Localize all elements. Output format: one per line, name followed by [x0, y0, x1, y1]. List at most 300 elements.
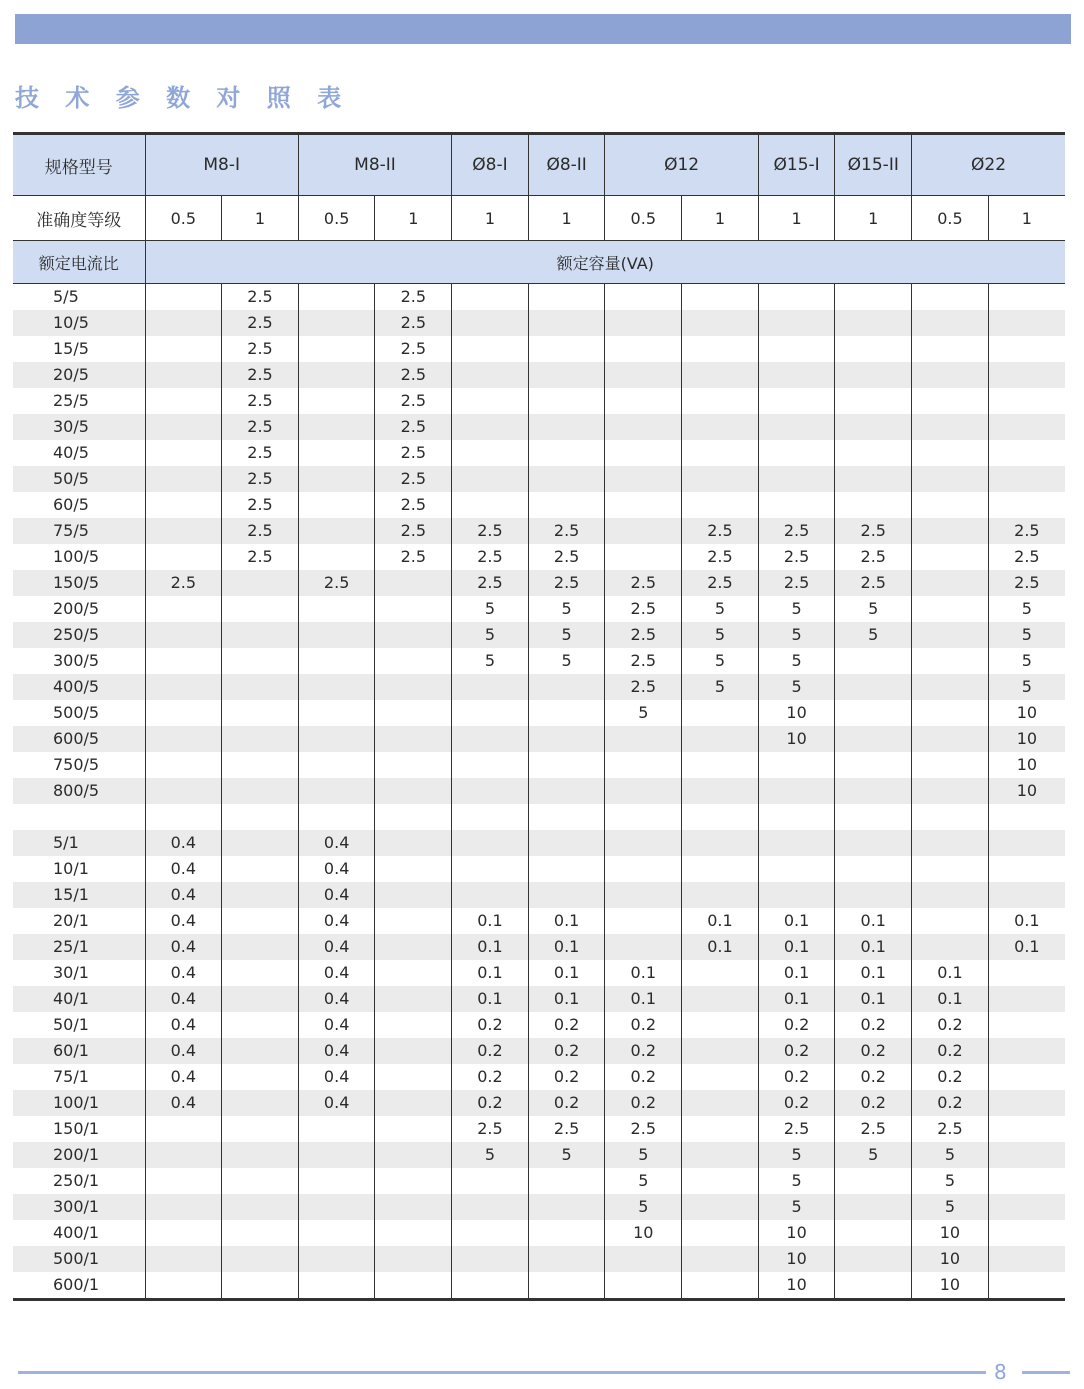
- capacity-cell: [528, 700, 605, 726]
- capacity-cell: 2.5: [605, 674, 682, 700]
- capacity-cell: [835, 362, 912, 388]
- capacity-cell: [375, 1064, 452, 1090]
- capacity-cell: 0.4: [298, 882, 375, 908]
- capacity-cell: [452, 804, 529, 830]
- capacity-cell: 2.5: [298, 570, 375, 596]
- capacity-cell: [758, 752, 835, 778]
- capacity-cell: [912, 362, 989, 388]
- capacity-cell: [528, 1272, 605, 1300]
- capacity-cell: [452, 1168, 529, 1194]
- capacity-cell: 5: [988, 596, 1065, 622]
- capacity-cell: 0.2: [912, 1012, 989, 1038]
- capacity-cell: [682, 856, 759, 882]
- capacity-cell: 0.2: [758, 1090, 835, 1116]
- table-row: [13, 440, 1065, 466]
- table-row: [13, 778, 1065, 804]
- capacity-cell: [988, 1090, 1065, 1116]
- capacity-cell: 0.2: [912, 1038, 989, 1064]
- capacity-cell: [605, 388, 682, 414]
- capacity-cell: 0.2: [528, 1012, 605, 1038]
- capacity-cell: 2.5: [452, 544, 529, 570]
- capacity-cell: 0.1: [452, 960, 529, 986]
- capacity-cell: [835, 1168, 912, 1194]
- capacity-cell: 10: [912, 1246, 989, 1272]
- capacity-cell: [835, 388, 912, 414]
- capacity-cell: 2.5: [835, 544, 912, 570]
- capacity-cell: 2.5: [375, 336, 452, 362]
- capacity-cell: 5: [758, 648, 835, 674]
- capacity-cell: [222, 1142, 299, 1168]
- capacity-cell: 2.5: [758, 570, 835, 596]
- capacity-cell: 0.2: [758, 1064, 835, 1090]
- capacity-cell: 5: [835, 1142, 912, 1168]
- accuracy-cell: 1: [222, 196, 299, 241]
- capacity-cell: [375, 596, 452, 622]
- capacity-cell: 2.5: [222, 544, 299, 570]
- capacity-cell: 5: [758, 674, 835, 700]
- capacity-cell: [145, 752, 222, 778]
- capacity-cell: [758, 388, 835, 414]
- capacity-cell: [222, 648, 299, 674]
- capacity-cell: [528, 466, 605, 492]
- capacity-cell: 0.2: [605, 1012, 682, 1038]
- capacity-cell: [912, 726, 989, 752]
- capacity-cell: [145, 518, 222, 544]
- capacity-cell: 2.5: [988, 544, 1065, 570]
- capacity-cell: 0.2: [835, 1038, 912, 1064]
- capacity-cell: 0.1: [835, 908, 912, 934]
- capacity-cell: [682, 804, 759, 830]
- capacity-cell: 0.2: [452, 1012, 529, 1038]
- capacity-cell: [988, 1194, 1065, 1220]
- capacity-cell: [375, 752, 452, 778]
- capacity-cell: [988, 1038, 1065, 1064]
- capacity-cell: 0.4: [298, 1038, 375, 1064]
- table-row: [13, 960, 1065, 986]
- capacity-cell: [912, 700, 989, 726]
- capacity-cell: [912, 856, 989, 882]
- capacity-cell: [988, 986, 1065, 1012]
- capacity-cell: [452, 1246, 529, 1272]
- capacity-cell: [912, 336, 989, 362]
- capacity-cell: [298, 518, 375, 544]
- capacity-cell: 10: [988, 752, 1065, 778]
- capacity-cell: [528, 1194, 605, 1220]
- table-row: [13, 1012, 1065, 1038]
- capacity-cell: 0.1: [988, 908, 1065, 934]
- table-row: [13, 648, 1065, 674]
- accuracy-cell: 1: [835, 196, 912, 241]
- table-row: [13, 1116, 1065, 1142]
- capacity-cell: [758, 310, 835, 336]
- capacity-cell: [758, 362, 835, 388]
- capacity-cell: [912, 648, 989, 674]
- capacity-cell: [298, 1142, 375, 1168]
- capacity-cell: 0.4: [145, 1038, 222, 1064]
- model-header: Ø22: [912, 134, 1065, 196]
- capacity-cell: [222, 1220, 299, 1246]
- capacity-cell: 0.1: [528, 960, 605, 986]
- ratio-cell: [13, 804, 145, 830]
- table-row: [13, 856, 1065, 882]
- capacity-cell: [375, 804, 452, 830]
- footer-line-right: [1022, 1371, 1070, 1374]
- capacity-cell: [375, 1090, 452, 1116]
- capacity-cell: [375, 882, 452, 908]
- ratio-cell: 200/5: [53, 599, 100, 618]
- capacity-cell: 2.5: [375, 492, 452, 518]
- capacity-cell: 5: [912, 1168, 989, 1194]
- capacity-cell: 0.1: [835, 934, 912, 960]
- capacity-cell: [528, 440, 605, 466]
- capacity-cell: 0.1: [758, 960, 835, 986]
- capacity-cell: [375, 856, 452, 882]
- capacity-cell: [222, 570, 299, 596]
- capacity-cell: [145, 622, 222, 648]
- capacity-cell: 0.2: [528, 1090, 605, 1116]
- capacity-cell: 5: [452, 1142, 529, 1168]
- capacity-cell: 0.1: [758, 986, 835, 1012]
- capacity-cell: 2.5: [375, 414, 452, 440]
- capacity-cell: 10: [758, 1246, 835, 1272]
- model-header: M8-I: [145, 134, 298, 196]
- capacity-cell: [605, 778, 682, 804]
- ratio-cell: 5/1: [13, 830, 145, 856]
- capacity-cell: [988, 336, 1065, 362]
- capacity-cell: [605, 830, 682, 856]
- capacity-cell: 5: [528, 596, 605, 622]
- capacity-cell: 5: [835, 596, 912, 622]
- capacity-cell: [912, 570, 989, 596]
- capacity-cell: [682, 492, 759, 518]
- capacity-cell: [988, 388, 1065, 414]
- capacity-cell: [988, 960, 1065, 986]
- capacity-cell: [682, 362, 759, 388]
- capacity-cell: 0.4: [145, 1012, 222, 1038]
- capacity-cell: [298, 310, 375, 336]
- capacity-cell: [375, 1116, 452, 1142]
- capacity-cell: [912, 674, 989, 700]
- capacity-cell: [835, 1194, 912, 1220]
- capacity-cell: [528, 388, 605, 414]
- capacity-cell: [452, 726, 529, 752]
- capacity-cell: 10: [758, 1272, 835, 1300]
- capacity-cell: [375, 674, 452, 700]
- capacity-cell: 2.5: [912, 1116, 989, 1142]
- accuracy-cell: 1: [682, 196, 759, 241]
- capacity-cell: 0.1: [682, 908, 759, 934]
- ratio-cell: 100/5: [53, 547, 100, 566]
- ratio-cell: 15/5: [53, 339, 89, 358]
- capacity-cell: [682, 284, 759, 311]
- capacity-cell: 2.5: [605, 570, 682, 596]
- capacity-cell: 2.5: [222, 518, 299, 544]
- capacity-cell: 0.4: [298, 960, 375, 986]
- capacity-cell: [682, 466, 759, 492]
- capacity-cell: [988, 1168, 1065, 1194]
- footer-line: [18, 1371, 986, 1374]
- capacity-cell: 0.2: [452, 1090, 529, 1116]
- capacity-cell: 2.5: [758, 544, 835, 570]
- capacity-cell: [605, 518, 682, 544]
- capacity-cell: 0.2: [452, 1038, 529, 1064]
- ratio-cell: 600/5: [13, 726, 145, 752]
- capacity-cell: 0.1: [682, 934, 759, 960]
- capacity-cell: 10: [988, 700, 1065, 726]
- capacity-cell: 0.1: [528, 908, 605, 934]
- capacity-cell: [375, 570, 452, 596]
- accuracy-cell: 0.5: [145, 196, 222, 241]
- capacity-cell: [375, 830, 452, 856]
- capacity-cell: [145, 1194, 222, 1220]
- capacity-cell: 2.5: [452, 570, 529, 596]
- capacity-cell: 0.4: [298, 856, 375, 882]
- capacity-cell: 5: [758, 622, 835, 648]
- capacity-cell: [145, 466, 222, 492]
- capacity-cell: 0.2: [452, 1064, 529, 1090]
- capacity-cell: [528, 778, 605, 804]
- spec-table: [13, 132, 1065, 1301]
- capacity-cell: [912, 310, 989, 336]
- capacity-cell: [452, 778, 529, 804]
- capacity-cell: 0.1: [528, 934, 605, 960]
- capacity-cell: [988, 466, 1065, 492]
- capacity-cell: [682, 1272, 759, 1300]
- capacity-cell: [912, 804, 989, 830]
- capacity-cell: [835, 856, 912, 882]
- capacity-cell: [912, 466, 989, 492]
- accuracy-cell: 1: [528, 196, 605, 241]
- table-row: [13, 622, 1065, 648]
- capacity-cell: [528, 1246, 605, 1272]
- capacity-cell: [912, 778, 989, 804]
- capacity-cell: [682, 388, 759, 414]
- ratio-header-row: [13, 241, 1065, 284]
- capacity-cell: [298, 752, 375, 778]
- capacity-cell: [605, 284, 682, 311]
- capacity-cell: [222, 622, 299, 648]
- capacity-cell: [682, 1246, 759, 1272]
- capacity-cell: 0.4: [145, 934, 222, 960]
- capacity-cell: [758, 492, 835, 518]
- capacity-cell: [298, 440, 375, 466]
- capacity-cell: [375, 960, 452, 986]
- capacity-cell: 0.2: [758, 1038, 835, 1064]
- capacity-cell: 2.5: [528, 570, 605, 596]
- capacity-cell: [835, 1246, 912, 1272]
- table-row: [13, 1246, 1065, 1272]
- capacity-cell: [835, 700, 912, 726]
- ratio-cell: 5/5: [53, 287, 79, 306]
- capacity-cell: 2.5: [605, 596, 682, 622]
- capacity-cell: [682, 440, 759, 466]
- capacity-cell: [682, 1012, 759, 1038]
- page-number: 8: [994, 1360, 1007, 1384]
- capacity-cell: 2.5: [835, 1116, 912, 1142]
- capacity-cell: [835, 414, 912, 440]
- capacity-cell: [682, 726, 759, 752]
- capacity-cell: 5: [528, 648, 605, 674]
- capacity-cell: [222, 596, 299, 622]
- capacity-cell: [988, 1220, 1065, 1246]
- capacity-cell: 0.1: [605, 960, 682, 986]
- ratio-cell: 75/5: [13, 518, 145, 544]
- capacity-cell: [528, 752, 605, 778]
- table-row: [13, 830, 1065, 856]
- capacity-cell: 0.4: [298, 1090, 375, 1116]
- capacity-cell: [528, 284, 605, 311]
- capacity-cell: 5: [758, 1194, 835, 1220]
- capacity-cell: [452, 856, 529, 882]
- capacity-cell: 5: [912, 1194, 989, 1220]
- capacity-cell: [835, 726, 912, 752]
- header-bar: [15, 14, 1071, 44]
- capacity-cell: [375, 908, 452, 934]
- table-row: [13, 492, 1065, 518]
- capacity-cell: [605, 362, 682, 388]
- capacity-cell: 2.5: [222, 440, 299, 466]
- ratio-cell: 50/1: [53, 1015, 89, 1034]
- capacity-cell: [298, 648, 375, 674]
- capacity-cell: [682, 414, 759, 440]
- capacity-cell: [298, 362, 375, 388]
- table-row: [13, 934, 1065, 960]
- capacity-cell: [145, 1220, 222, 1246]
- table-row: [13, 466, 1065, 492]
- capacity-cell: 2.5: [682, 544, 759, 570]
- capacity-cell: [298, 700, 375, 726]
- capacity-cell: 2.5: [375, 310, 452, 336]
- capacity-cell: [988, 414, 1065, 440]
- capacity-cell: [835, 310, 912, 336]
- capacity-cell: 0.4: [298, 1012, 375, 1038]
- capacity-cell: [682, 336, 759, 362]
- capacity-cell: [452, 388, 529, 414]
- capacity-cell: [912, 622, 989, 648]
- capacity-cell: [375, 1142, 452, 1168]
- capacity-cell: 0.4: [298, 934, 375, 960]
- capacity-cell: [145, 492, 222, 518]
- model-header: M8-II: [298, 134, 451, 196]
- capacity-cell: 2.5: [528, 518, 605, 544]
- model-header: Ø8-II: [528, 134, 605, 196]
- capacity-cell: [528, 336, 605, 362]
- capacity-cell: [605, 752, 682, 778]
- capacity-cell: 0.4: [145, 908, 222, 934]
- ratio-cell: 25/1: [13, 934, 145, 960]
- capacity-cell: [605, 1246, 682, 1272]
- ratio-cell: 500/5: [53, 703, 100, 722]
- ratio-cell: 15/1: [13, 882, 145, 908]
- ratio-cell: 10/1: [53, 859, 89, 878]
- capacity-cell: [145, 544, 222, 570]
- capacity-cell: [912, 388, 989, 414]
- accuracy-cell: 1: [758, 196, 835, 241]
- capacity-cell: [605, 1272, 682, 1300]
- capacity-cell: 5: [528, 622, 605, 648]
- capacity-cell: [222, 1246, 299, 1272]
- capacity-cell: [298, 414, 375, 440]
- capacity-cell: [452, 752, 529, 778]
- capacity-cell: [988, 310, 1065, 336]
- capacity-cell: [298, 336, 375, 362]
- ratio-cell: 50/5: [13, 466, 145, 492]
- table-row: [13, 1272, 1065, 1300]
- capacity-cell: [145, 1272, 222, 1300]
- capacity-cell: 5: [988, 648, 1065, 674]
- capacity-cell: [452, 362, 529, 388]
- capacity-cell: [298, 778, 375, 804]
- capacity-cell: [298, 726, 375, 752]
- capacity-cell: [988, 492, 1065, 518]
- capacity-cell: 2.5: [375, 466, 452, 492]
- capacity-cell: [145, 700, 222, 726]
- capacity-cell: [375, 1272, 452, 1300]
- capacity-cell: 0.4: [145, 1064, 222, 1090]
- model-header: Ø8-I: [452, 134, 529, 196]
- capacity-cell: [528, 1168, 605, 1194]
- capacity-cell: 5: [605, 1142, 682, 1168]
- accuracy-cell: 1: [988, 196, 1065, 241]
- capacity-cell: [835, 804, 912, 830]
- capacity-cell: 5: [605, 700, 682, 726]
- capacity-cell: 0.1: [452, 908, 529, 934]
- capacity-cell: [222, 726, 299, 752]
- capacity-cell: [835, 336, 912, 362]
- capacity-cell: 10: [988, 726, 1065, 752]
- capacity-cell: [912, 934, 989, 960]
- capacity-cell: [758, 466, 835, 492]
- capacity-cell: [605, 336, 682, 362]
- capacity-cell: 2.5: [758, 1116, 835, 1142]
- capacity-cell: 2.5: [452, 518, 529, 544]
- capacity-cell: 2.5: [988, 518, 1065, 544]
- capacity-cell: 2.5: [682, 518, 759, 544]
- capacity-cell: [758, 414, 835, 440]
- capacity-cell: [298, 544, 375, 570]
- ratio-cell: 10/5: [13, 310, 145, 336]
- capacity-cell: 2.5: [758, 518, 835, 544]
- capacity-cell: 5: [682, 648, 759, 674]
- capacity-cell: 2.5: [222, 362, 299, 388]
- capacity-cell: [605, 726, 682, 752]
- capacity-cell: [222, 674, 299, 700]
- capacity-cell: [528, 674, 605, 700]
- table-row: [13, 882, 1065, 908]
- capacity-cell: [375, 1220, 452, 1246]
- capacity-cell: 0.2: [835, 1012, 912, 1038]
- capacity-cell: 0.2: [605, 1038, 682, 1064]
- accuracy-cell: 0.5: [298, 196, 375, 241]
- capacity-cell: 2.5: [222, 284, 299, 311]
- ratio-cell: 25/5: [53, 391, 89, 410]
- capacity-cell: 0.1: [835, 960, 912, 986]
- capacity-cell: 2.5: [375, 362, 452, 388]
- capacity-cell: [988, 882, 1065, 908]
- capacity-cell: [758, 882, 835, 908]
- table-row: [13, 596, 1065, 622]
- capacity-cell: 5: [988, 622, 1065, 648]
- capacity-cell: [605, 466, 682, 492]
- capacity-cell: [835, 778, 912, 804]
- capacity-cell: [145, 284, 222, 311]
- capacity-cell: 5: [758, 1142, 835, 1168]
- table-row: [13, 1064, 1065, 1090]
- capacity-cell: [145, 1246, 222, 1272]
- capacity-cell: [145, 726, 222, 752]
- capacity-cell: [222, 804, 299, 830]
- capacity-cell: [528, 856, 605, 882]
